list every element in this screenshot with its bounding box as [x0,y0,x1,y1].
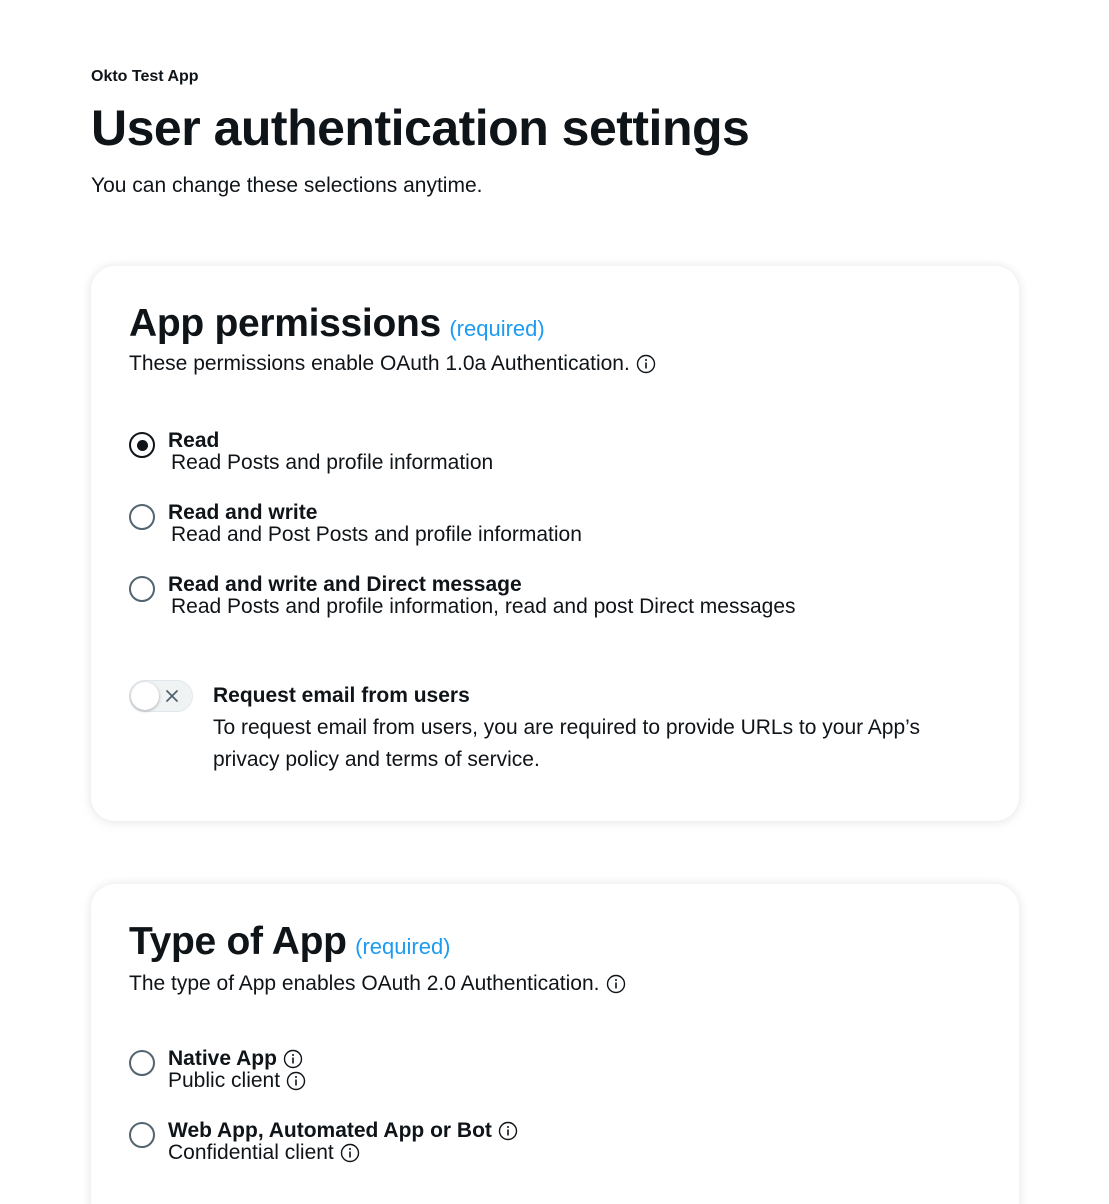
info-circle-icon[interactable] [283,1049,303,1069]
option-text [168,430,493,474]
close-icon [164,688,180,704]
info-circle-icon[interactable] [340,1143,360,1163]
app-type-option-native[interactable] [129,1048,306,1092]
radio-read[interactable] [129,432,155,458]
option-text [168,502,582,546]
request-email-title: Request email from users [213,684,470,707]
type-of-app-title: Type of App [129,920,347,963]
request-email-description: To request email from users, you are required to provide URLs to your App’s privacy policy and terms of service. [213,716,920,771]
info-circle-icon[interactable] [286,1071,306,1091]
app-permissions-title: App permissions [129,302,441,345]
app-permissions-description [129,350,656,378]
option-description [168,1142,518,1164]
option-label-text: Native App [168,1047,277,1070]
option-text [168,1120,518,1164]
info-circle-icon[interactable] [636,354,656,374]
option-label-text: Web App, Automated App or Bot [168,1119,492,1142]
radio-read-write[interactable] [129,504,155,530]
option-description-text: Confidential client [168,1141,334,1164]
permission-option-read-write-dm[interactable] [129,574,796,618]
option-label: Read and write and Direct message [168,573,522,596]
request-email-text [213,680,973,776]
info-circle-icon[interactable] [606,974,626,994]
option-text [168,574,796,618]
info-circle-icon[interactable] [498,1121,518,1141]
option-description: Read Posts and profile information [171,451,494,474]
option-label: Read [168,429,220,452]
option-description: Read Posts and profile information, read and post Direct messages [171,595,796,618]
option-label: Read and write [168,501,318,524]
required-label: (required) [355,934,451,959]
app-permissions-card [91,266,1019,821]
option-text [168,1048,306,1092]
option-label [168,1120,518,1142]
page-subtitle: You can change these selections anytime. [91,174,483,197]
app-name: Okto Test App [91,68,199,85]
option-label [168,1048,306,1070]
page-title: User authentication settings [91,100,750,156]
type-of-app-card [91,884,1019,1204]
radio-read-write-dm[interactable] [129,576,155,602]
app-permissions-heading [129,300,545,348]
option-description-text: Public client [168,1069,281,1092]
request-email-row [129,680,973,776]
radio-web-app[interactable] [129,1122,155,1148]
app-permissions-description-text: These permissions enable OAuth 1.0a Authentication. [129,352,630,375]
option-description [168,1070,306,1092]
permission-option-read-write[interactable] [129,502,582,546]
app-type-option-web[interactable] [129,1120,518,1164]
required-label: (required) [449,316,545,341]
type-of-app-heading [129,918,451,966]
option-description: Read and Post Posts and profile information [171,523,582,546]
permission-option-read[interactable] [129,430,493,474]
type-of-app-description-text: The type of App enables OAuth 2.0 Authentication. [129,972,600,995]
radio-native-app[interactable] [129,1050,155,1076]
request-email-toggle[interactable] [129,680,193,712]
type-of-app-description [129,970,626,998]
toggle-knob [131,682,159,710]
